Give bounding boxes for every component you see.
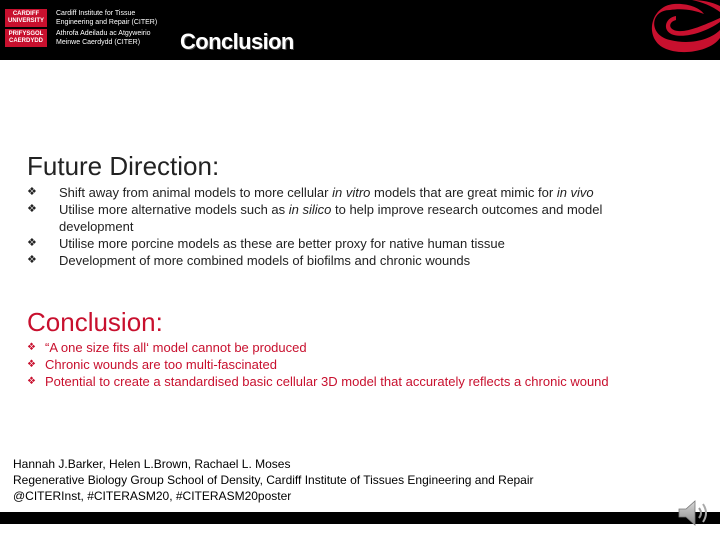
conclusion-item	[27, 356, 697, 373]
future-item	[27, 201, 677, 235]
item-text: models that are great mimic for	[370, 185, 557, 200]
speaker-icon[interactable]	[676, 498, 712, 528]
bullet-icon: ❖	[27, 186, 37, 198]
institute-en-line-1: Cardiff Institute for Tissue	[56, 10, 136, 17]
italic-term: in vivo	[556, 185, 594, 200]
red-swoosh-graphic	[640, 0, 720, 60]
conclusion-list	[27, 339, 697, 390]
item-text: “A one size fits all‘ model cannot be produced	[45, 340, 307, 355]
author-block	[13, 456, 663, 504]
item-text: Utilise more alternative models such as	[59, 202, 289, 217]
bullet-icon: ❖	[27, 254, 37, 266]
slide-header	[0, 0, 720, 60]
conclusion-item	[27, 373, 697, 390]
hashtags: @CITERInst, #CITERASM20, #CITERASM20poster	[13, 489, 292, 503]
institute-en-line-2: Engineering and Repair (CITER)	[56, 18, 158, 26]
item-text: Potential to create a standardised basic cellular 3D model that accurately reflects a chronic wound	[45, 374, 609, 389]
item-text: Chronic wounds are too multi-fascinated	[45, 357, 277, 372]
bullet-icon: ❖	[27, 203, 37, 215]
italic-term: in silico	[288, 202, 332, 217]
conclusion-heading: Conclusion:	[27, 307, 163, 337]
cardiff-university-logo	[5, 9, 47, 47]
institute-cy-line-1: Athrofa Adeiladu ac Atgyweirio	[56, 30, 151, 37]
bullet-icon: ❖	[27, 342, 36, 353]
author-affiliation: Regenerative Biology Group School of Density, Cardiff Institute of Tissues Engineering and Repair	[13, 473, 534, 487]
bullet-icon: ❖	[27, 237, 37, 249]
institute-name-english	[56, 10, 157, 27]
item-text: Development of more combined models of biofilms and chronic wounds	[59, 253, 471, 268]
institute-cy-line-2: Meinwe Caerdydd (CITER)	[56, 38, 141, 46]
future-item	[27, 252, 677, 269]
conclusion-item	[27, 339, 697, 356]
future-direction-list	[27, 184, 677, 269]
bullet-icon: ❖	[27, 359, 36, 370]
slide-title: Conclusion	[180, 29, 294, 54]
item-text: Shift away from animal models to more cellular	[59, 185, 333, 200]
institute-name-welsh	[56, 30, 151, 47]
item-text: to help improve research outcomes and model development	[59, 202, 603, 234]
logo-bottom-text: PRIFYSGOL CAERDYDD	[5, 29, 47, 47]
italic-term: in vitro	[332, 185, 371, 200]
footer-bar	[0, 512, 720, 524]
bullet-icon: ❖	[27, 376, 36, 387]
future-item	[27, 184, 677, 201]
item-text: Utilise more porcine models as these are better proxy for native human tissue	[59, 236, 505, 251]
future-item	[27, 235, 677, 252]
logo-top-text: CARDIFF UNIVERSITY	[5, 9, 47, 27]
future-direction-heading: Future Direction:	[27, 151, 220, 181]
author-names: Hannah J.Barker, Helen L.Brown, Rachael L. Moses	[13, 457, 291, 471]
